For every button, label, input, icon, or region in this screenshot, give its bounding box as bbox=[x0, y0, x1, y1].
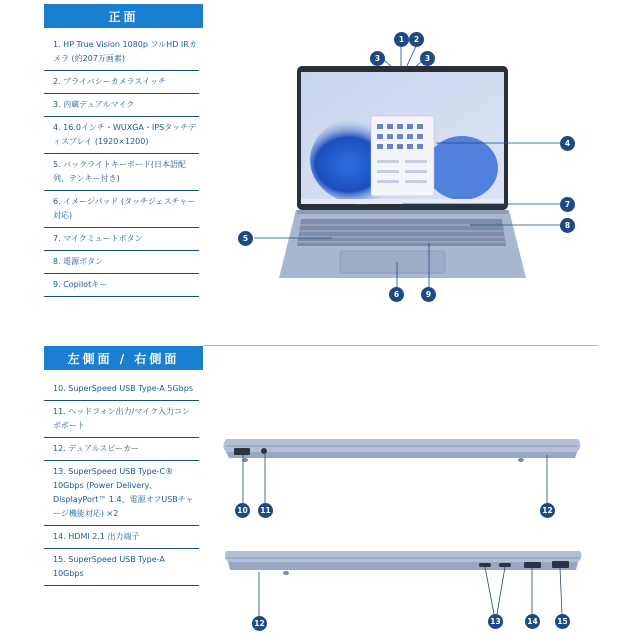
spec-item-copilot-key: 9. Copilotキー bbox=[44, 274, 199, 297]
front-section-title: 正面 bbox=[44, 4, 203, 28]
spec-item-imagepad: 6. イメージパッド (タッチジェスチャー対応) bbox=[44, 191, 199, 228]
callout-15: 15 bbox=[555, 614, 570, 629]
spec-item-usb-c: 13. SuperSpeed USB Type-C® 10Gbps (Power Delivery、DisplayPort™ 1.4、電源オフUSBチャージ機能対応) ×2 bbox=[44, 461, 199, 526]
spec-item-display: 4. 16.0インチ・WUXGA・IPSタッチディスプレイ (1920×1200) bbox=[44, 117, 199, 154]
callout-1: 1 bbox=[394, 32, 409, 47]
callout-7: 7 bbox=[560, 197, 575, 212]
callout-8: 8 bbox=[560, 218, 575, 233]
sides-spec-list bbox=[44, 378, 199, 586]
spec-item-power-button: 8. 電源ボタン bbox=[44, 251, 199, 274]
callout-5: 5 bbox=[238, 231, 253, 246]
audio-jack bbox=[261, 448, 267, 454]
spec-item-privacy-switch: 2. プライバシーカメラスイッチ bbox=[44, 71, 199, 94]
sides-header-rule bbox=[203, 345, 598, 346]
spec-item-usb-a-10g: 15. SuperSpeed USB Type-A 10Gbps bbox=[44, 549, 199, 586]
usb-a-port-left bbox=[234, 448, 250, 455]
spec-item-usb-a-5g: 10. SuperSpeed USB Type-A 5Gbps bbox=[44, 378, 199, 401]
spec-item-dual-mic: 3. 内蔵デュアルマイク bbox=[44, 94, 199, 117]
spec-item-mic-mute: 7. マイクミュートボタン bbox=[44, 228, 199, 251]
callout-9: 9 bbox=[421, 287, 436, 302]
callout-12-right-side: 12 bbox=[252, 616, 267, 631]
callout-4: 4 bbox=[560, 136, 575, 151]
usb-a-port-right bbox=[552, 561, 569, 568]
laptop-left-side bbox=[224, 439, 581, 462]
spec-item-camera: 1. HP True Vision 1080p フルHD IRカメラ (約207万画素) bbox=[44, 34, 199, 71]
sides-section-title: 左側面 / 右側面 bbox=[44, 346, 203, 370]
callout-3-right: 3 bbox=[420, 51, 435, 66]
spec-item-hdmi: 14. HDMI 2.1 出力端子 bbox=[44, 526, 199, 549]
laptop-right-side bbox=[225, 551, 582, 575]
hdmi-port bbox=[524, 562, 541, 568]
callout-3-left: 3 bbox=[370, 51, 385, 66]
callout-10: 10 bbox=[235, 503, 250, 518]
spec-item-audio-combo: 11. ヘッドフォン出力/マイク入力コンボポート bbox=[44, 401, 199, 438]
callout-11: 11 bbox=[258, 503, 273, 518]
usb-c-port-1 bbox=[479, 563, 491, 567]
spec-item-speakers: 12. デュアルスピーカー bbox=[44, 438, 199, 461]
callout-2: 2 bbox=[409, 32, 424, 47]
callout-6: 6 bbox=[389, 287, 404, 302]
spec-item-keyboard: 5. バックライトキーボード(日本語配列、テンキー付き) bbox=[44, 154, 199, 191]
callout-12-left-side: 12 bbox=[540, 503, 555, 518]
callout-14: 14 bbox=[525, 614, 540, 629]
usb-c-port-2 bbox=[499, 563, 511, 567]
callout-13: 13 bbox=[488, 614, 503, 629]
